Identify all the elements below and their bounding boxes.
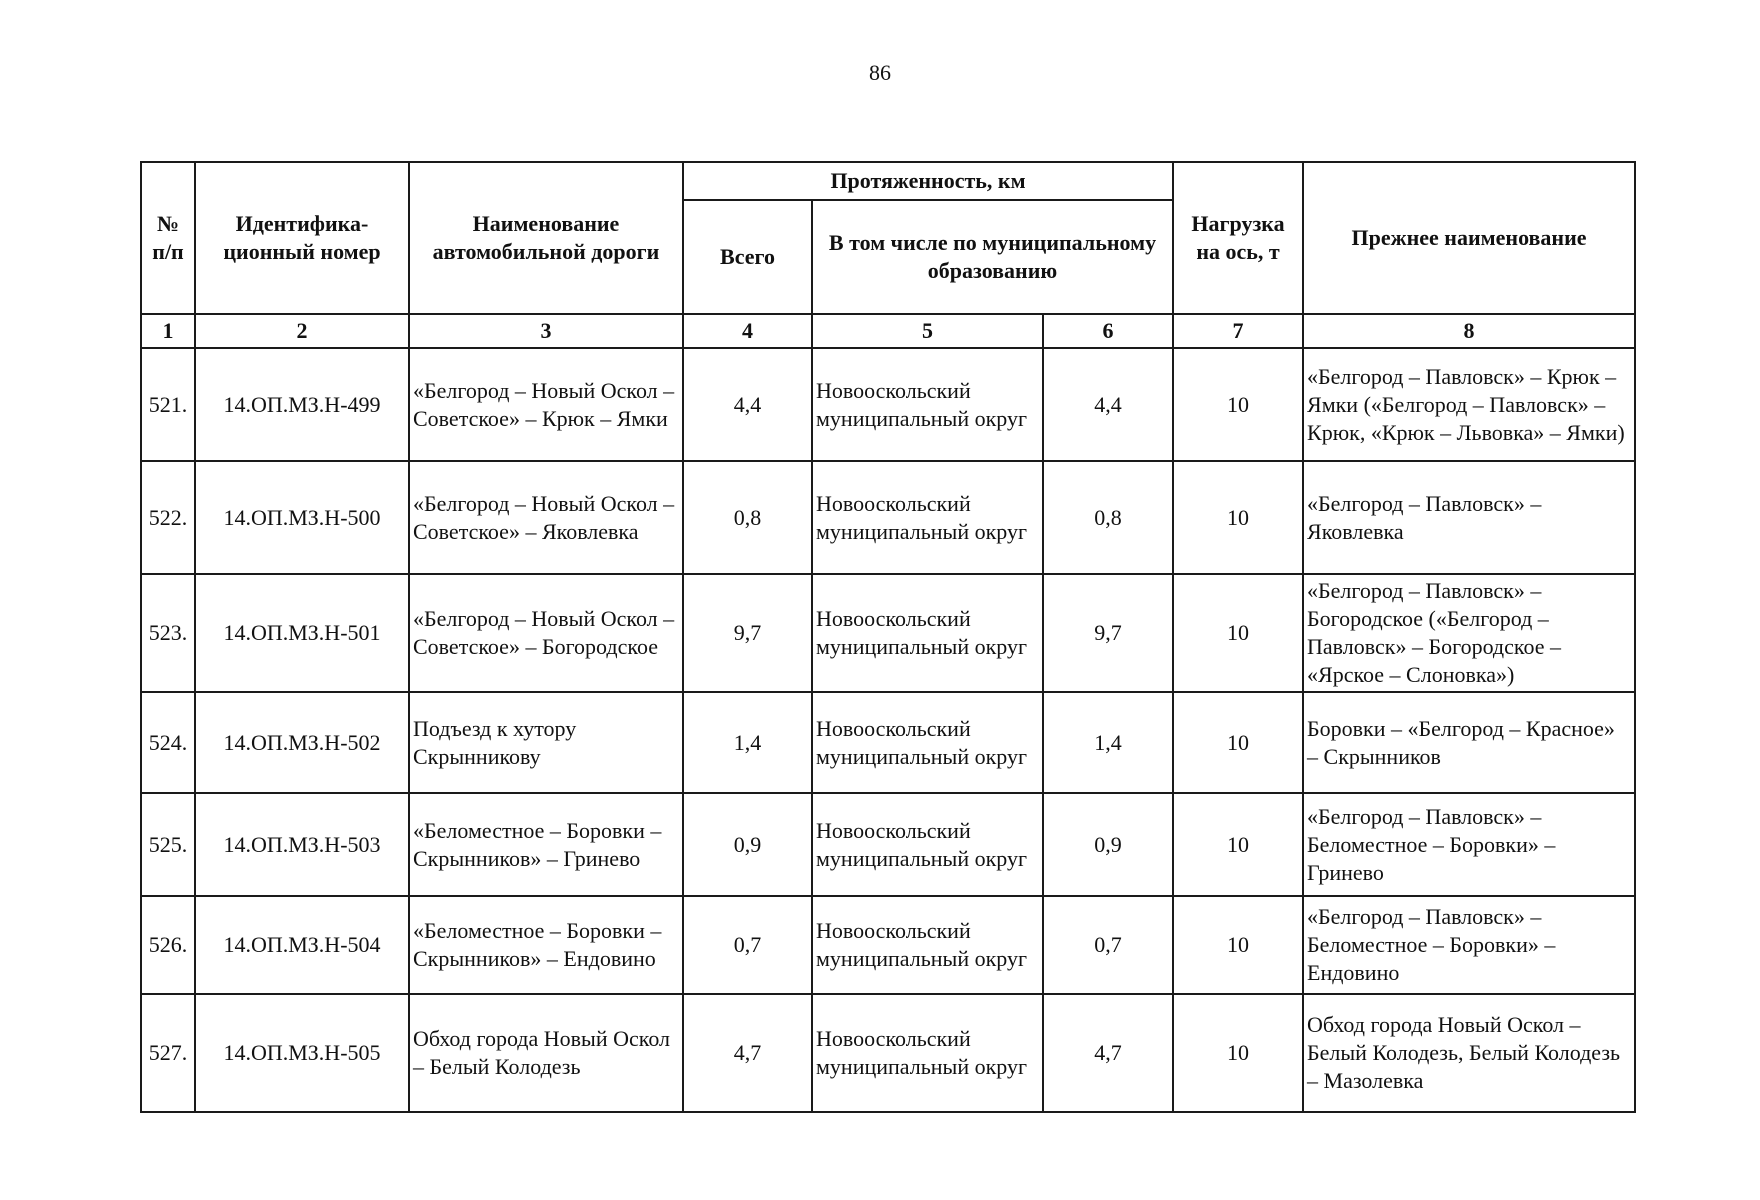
cell-name: «Белгород – Новый Оскол – Советское» – Богородское [409,574,683,692]
cell-municipal-km: 4,4 [1043,348,1173,461]
cell-id: 14.ОП.МЗ.Н-502 [195,692,409,793]
header-former: Прежнее наименование [1303,162,1635,314]
cell-name: «Белгород – Новый Оскол – Советское» – Яковлевка [409,461,683,574]
column-number: 3 [409,314,683,348]
table-row [141,574,1635,692]
header-length: Протяженность, км [683,162,1173,200]
table-row [141,896,1635,994]
cell-name: «Белгород – Новый Оскол – Советское» – Крюк – Ямки [409,348,683,461]
cell-former: «Белгород – Павловск» – Беломестное – Боровки» – Ендовино [1303,896,1635,994]
column-number: 8 [1303,314,1635,348]
column-number: 7 [1173,314,1303,348]
cell-num: 527. [141,994,195,1112]
roads-table [140,161,1636,1113]
column-number: 2 [195,314,409,348]
cell-municipality: Новооскольский муниципальный округ [812,896,1043,994]
cell-num: 526. [141,896,195,994]
cell-name: Подъезд к хутору Скрынникову [409,692,683,793]
cell-name: «Беломестное – Боровки – Скрынников» – Гринево [409,793,683,896]
cell-municipality: Новооскольский муниципальный округ [812,994,1043,1112]
cell-name: Обход города Новый Оскол – Белый Колодезь [409,994,683,1112]
cell-id: 14.ОП.МЗ.Н-499 [195,348,409,461]
cell-id: 14.ОП.МЗ.Н-504 [195,896,409,994]
cell-load: 10 [1173,994,1303,1112]
header-municipal: В том числе по муниципальному образованию [812,200,1173,314]
cell-former: «Белгород – Павловск» – Крюк – Ямки («Белгород – Павловск» – Крюк, «Крюк – Львовка» – Ямки) [1303,348,1635,461]
cell-municipal-km: 1,4 [1043,692,1173,793]
column-number: 1 [141,314,195,348]
page-number: 86 [869,60,891,85]
cell-municipal-km: 0,8 [1043,461,1173,574]
cell-municipality: Новооскольский муниципальный округ [812,793,1043,896]
table-header [141,162,1635,348]
table-row [141,348,1635,461]
cell-id: 14.ОП.МЗ.Н-505 [195,994,409,1112]
cell-num: 524. [141,692,195,793]
cell-municipality: Новооскольский муниципальный округ [812,348,1043,461]
cell-municipal-km: 4,7 [1043,994,1173,1112]
column-number: 4 [683,314,812,348]
cell-former: «Белгород – Павловск» – Беломестное – Боровки» – Гринево [1303,793,1635,896]
cell-former: Обход города Новый Оскол – Белый Колодезь, Белый Колодезь – Мазолевка [1303,994,1635,1112]
header-num: № п/п [141,162,195,314]
cell-total: 1,4 [683,692,812,793]
column-number: 5 [812,314,1043,348]
cell-municipality: Новооскольский муниципальный округ [812,461,1043,574]
column-number: 6 [1043,314,1173,348]
cell-id: 14.ОП.МЗ.Н-500 [195,461,409,574]
cell-load: 10 [1173,793,1303,896]
cell-load: 10 [1173,348,1303,461]
cell-municipal-km: 0,9 [1043,793,1173,896]
cell-load: 10 [1173,574,1303,692]
cell-id: 14.ОП.МЗ.Н-501 [195,574,409,692]
cell-total: 9,7 [683,574,812,692]
cell-num: 521. [141,348,195,461]
header-name: Наименование автомобильной дороги [409,162,683,314]
cell-total: 0,7 [683,896,812,994]
cell-load: 10 [1173,692,1303,793]
header-total: Всего [683,200,812,314]
cell-municipality: Новооскольский муниципальный округ [812,692,1043,793]
cell-num: 523. [141,574,195,692]
cell-num: 525. [141,793,195,896]
header-load: Нагрузка на ось, т [1173,162,1303,314]
cell-former: «Белгород – Павловск» – Яковлевка [1303,461,1635,574]
table-row [141,461,1635,574]
cell-total: 0,9 [683,793,812,896]
cell-name: «Беломестное – Боровки – Скрынников» – Ендовино [409,896,683,994]
cell-id: 14.ОП.МЗ.Н-503 [195,793,409,896]
table-row [141,994,1635,1112]
cell-total: 4,7 [683,994,812,1112]
cell-municipal-km: 9,7 [1043,574,1173,692]
header-id: Идентифика-ционный номер [195,162,409,314]
cell-former: Боровки – «Белгород – Красное» – Скрынников [1303,692,1635,793]
table-body [141,348,1635,1112]
cell-total: 4,4 [683,348,812,461]
cell-municipality: Новооскольский муниципальный округ [812,574,1043,692]
cell-load: 10 [1173,896,1303,994]
column-number-row [141,314,1635,348]
cell-num: 522. [141,461,195,574]
table-row [141,692,1635,793]
cell-municipal-km: 0,7 [1043,896,1173,994]
cell-former: «Белгород – Павловск» – Богородское («Белгород – Павловск» – Богородское – «Ярское – Слоновка») [1303,574,1635,692]
table-row [141,793,1635,896]
cell-load: 10 [1173,461,1303,574]
cell-total: 0,8 [683,461,812,574]
